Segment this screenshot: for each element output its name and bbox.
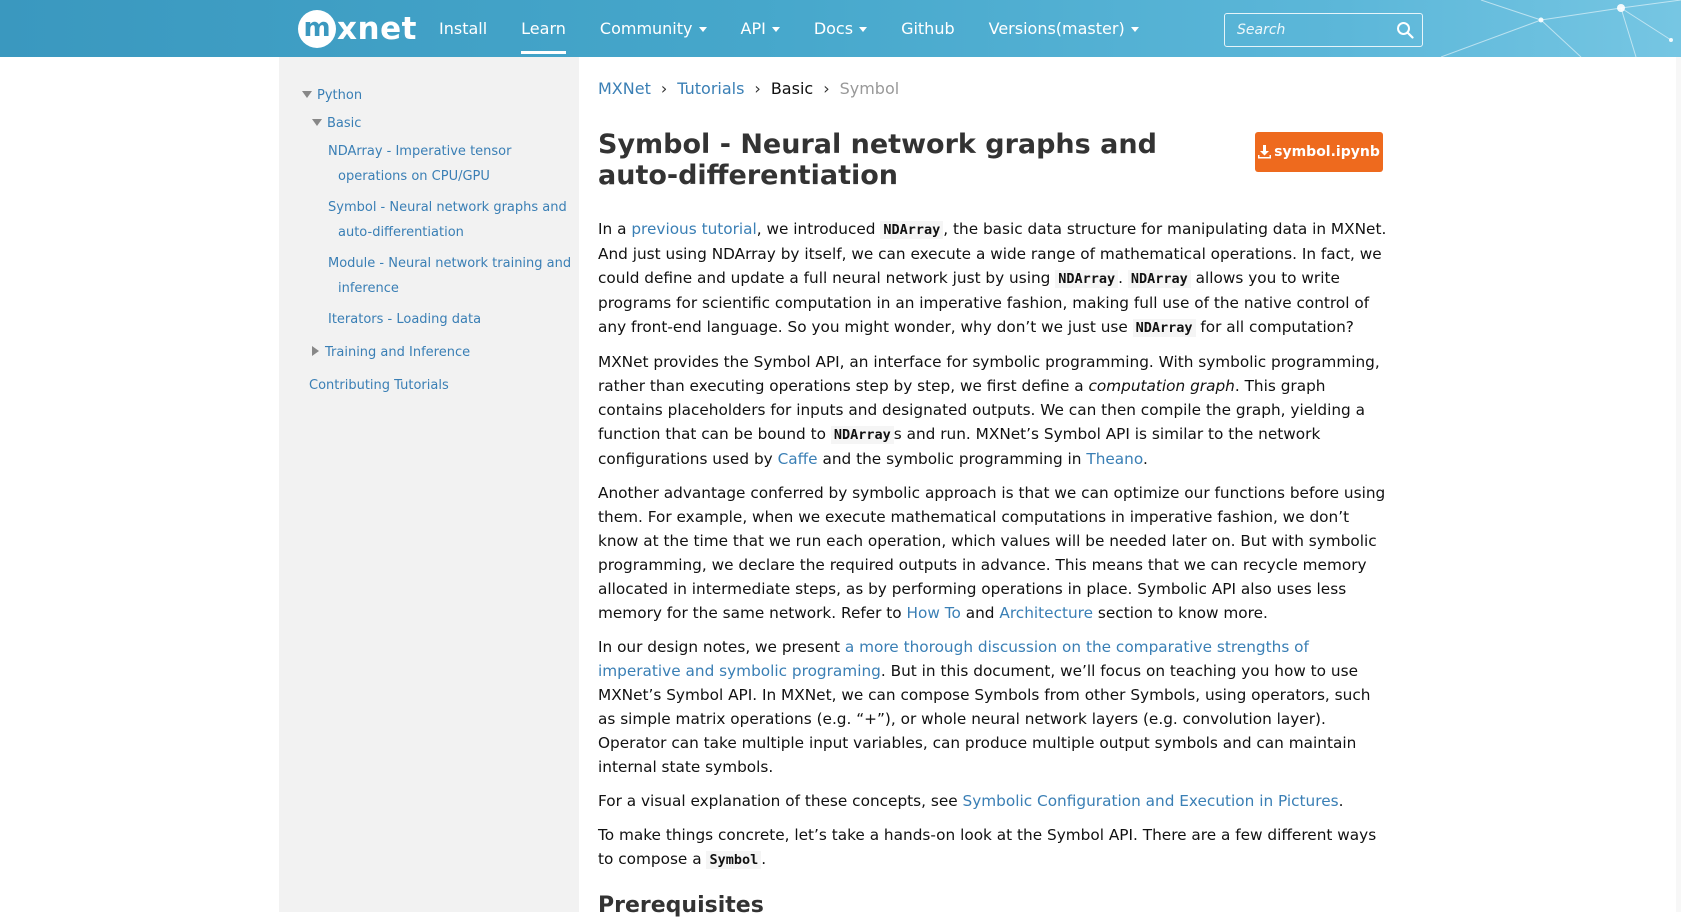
- inline-code: NDArray: [1133, 319, 1196, 337]
- chevron-down-icon: [772, 27, 780, 32]
- symbolic-config-link[interactable]: Symbolic Configuration and Execution in Pictures: [962, 792, 1339, 810]
- caret-down-icon: [302, 91, 312, 98]
- logo-wordmark: xnet: [337, 11, 417, 47]
- sidebar-item-label: Contributing Tutorials: [309, 378, 449, 393]
- sidebar-item-iterators[interactable]: [328, 307, 481, 332]
- download-icon: [1258, 145, 1271, 159]
- paragraph: [598, 823, 1388, 872]
- text-run: .: [1142, 450, 1148, 468]
- nav-community-label: Community: [599, 19, 693, 38]
- text-run: and: [960, 604, 1000, 622]
- search-icon[interactable]: [1396, 21, 1414, 39]
- page-title: Symbol - Neural network graphs and auto-differentiation: [598, 129, 1157, 191]
- sidebar: [279, 57, 579, 912]
- text-run: MXNet provides the Symbol API, an interface for symbolic programming. With symbolic programming, rather than executing operations step by step, we first define a: [598, 353, 1380, 395]
- main-nav: [422, 0, 1156, 57]
- chevron-down-icon: [859, 27, 867, 32]
- scrollbar-track[interactable]: [1676, 57, 1681, 912]
- text-run: To make things concrete, let’s take a hands-on look at the Symbol API. There are a few different ways to compose a: [598, 826, 1377, 868]
- sidebar-item-ndarray[interactable]: [328, 139, 511, 189]
- mxnet-logo[interactable]: [298, 8, 417, 50]
- article-body: [598, 217, 1388, 920]
- sidebar-item-training[interactable]: [312, 340, 470, 365]
- theano-link[interactable]: Theano: [1086, 450, 1143, 468]
- text-run: Another advantage conferred by symbolic approach is that we can optimize our functions before using them. For example, when we execute mathematical computations in imperative fashion, we don’t know at the time that we run each operation, which values will be needed later on. But with symbolic programming, we declare the required outputs in advance. This means that we can recycle memory allocated in intermediate steps, as by performing operations in place. Symbolic API also uses less memory for the same network. Refer to: [598, 484, 1386, 622]
- sidebar-item-label: Basic: [327, 116, 362, 131]
- chevron-right-icon: ›: [660, 79, 668, 98]
- text-run: for all computation?: [1195, 318, 1354, 336]
- download-notebook-button[interactable]: [1255, 132, 1383, 172]
- nav-api[interactable]: [724, 0, 797, 57]
- section-heading-prerequisites: Prerequisites: [598, 893, 764, 918]
- inline-code: NDArray: [880, 221, 943, 239]
- sidebar-item-label: NDArray - Imperative tensor: [328, 144, 512, 159]
- text-run: For a visual explanation of these concepts, see: [598, 792, 963, 810]
- sidebar-item-basic[interactable]: [312, 111, 361, 136]
- logo-badge: m: [298, 10, 336, 48]
- sidebar-item-label: auto-differentiation: [338, 225, 464, 240]
- inline-code: NDArray: [1128, 270, 1191, 288]
- top-navbar: [0, 0, 1681, 57]
- network-decoration-icon: [1421, 0, 1681, 57]
- text-run: s and run. MXNet’s Symbol API is similar to the network configurations used by: [598, 425, 1321, 468]
- text-run: , we introduced: [756, 220, 881, 238]
- sidebar-item-module[interactable]: [328, 251, 571, 301]
- chevron-right-icon: ›: [754, 79, 761, 98]
- inline-code: NDArray: [831, 426, 894, 444]
- text-run: . But in this document, we’ll focus on teaching you how to use MXNet’s Symbol API. In MXNet, we can compose Symbols from other Symbols, using operators, such as simple matrix operations (e.g. “+”), or whole neural network layers (e.g. convolution layer). Operator can take multiple input variables, can produce multiple output symbols and can maintain internal state symbols.: [598, 662, 1371, 776]
- breadcrumb-tutorials[interactable]: Tutorials: [677, 79, 745, 98]
- download-button-label: symbol.ipynb: [1274, 144, 1380, 160]
- chevron-right-icon: ›: [823, 79, 830, 98]
- chevron-down-icon: [699, 27, 707, 32]
- text-run: .: [1118, 269, 1128, 287]
- text-run: In a: [598, 220, 632, 238]
- chevron-down-icon: [1131, 27, 1139, 32]
- nav-install-label: Install: [439, 19, 488, 38]
- caffe-link[interactable]: Caffe: [777, 450, 818, 468]
- paragraph: [598, 635, 1388, 779]
- text-run: computation graph: [1088, 377, 1235, 395]
- breadcrumb-mxnet[interactable]: MXNet: [598, 79, 651, 98]
- sidebar-item-symbol[interactable]: [328, 195, 567, 245]
- nav-versions-label: Versions(master): [988, 19, 1125, 38]
- breadcrumb-current: Symbol: [839, 79, 900, 98]
- sidebar-item-contributing[interactable]: [309, 373, 449, 398]
- paragraph: [598, 217, 1388, 340]
- sidebar-item-label: inference: [338, 281, 399, 296]
- inline-code: Symbol: [706, 851, 761, 869]
- sidebar-item-label: Symbol - Neural network graphs and: [328, 200, 567, 215]
- text-run: .: [761, 850, 767, 868]
- nav-install[interactable]: [422, 0, 504, 57]
- sidebar-item-label: Python: [317, 88, 363, 103]
- paragraph: [598, 481, 1388, 625]
- paragraph: [598, 789, 1388, 813]
- search-input[interactable]: [1224, 13, 1423, 47]
- nav-docs-label: Docs: [813, 19, 854, 38]
- paragraph: [598, 350, 1388, 471]
- breadcrumb: [598, 79, 899, 98]
- text-run: allows you to write programs for scientific computation in an imperative fashion, making full use of the native control of any front-end language. So you might wonder, why don’t we just use: [598, 269, 1370, 336]
- text-run: In our design notes, we present: [598, 638, 845, 656]
- nav-github[interactable]: [884, 0, 972, 57]
- text-run: , the basic data structure for manipulating data in MXNet. And just using NDArray by itself, we can execute a wide range of mathematical operations. In fact, we could define and update a full neural network just by using: [598, 220, 1387, 287]
- sidebar-item-label: Training and Inference: [325, 345, 471, 360]
- breadcrumb-basic: Basic: [770, 79, 814, 98]
- sidebar-item-label: Iterators - Loading data: [328, 312, 482, 327]
- previous-tutorial-link[interactable]: previous tutorial: [631, 220, 757, 238]
- nav-learn[interactable]: [504, 0, 583, 57]
- architecture-link[interactable]: Architecture: [999, 604, 1094, 622]
- text-run: .: [1338, 792, 1344, 810]
- nav-docs[interactable]: [797, 0, 884, 57]
- nav-api-label: API: [740, 19, 766, 38]
- text-run: section to know more.: [1093, 604, 1268, 622]
- sidebar-item-label: Module - Neural network training and: [328, 256, 572, 271]
- how-to-link[interactable]: How To: [906, 604, 961, 622]
- nav-learn-label: Learn: [521, 19, 566, 38]
- text-run: and the symbolic programming in: [817, 450, 1087, 468]
- nav-github-label: Github: [901, 19, 955, 38]
- caret-right-icon: [312, 346, 319, 356]
- sidebar-item-label: operations on CPU/GPU: [338, 169, 490, 184]
- nav-community[interactable]: [583, 0, 724, 57]
- design-notes-link[interactable]: a more thorough discussion on the comparative strengths of imperative and symbolic programing: [598, 638, 1309, 680]
- caret-down-icon: [312, 119, 322, 126]
- inline-code: NDArray: [1055, 270, 1118, 288]
- sidebar-item-python[interactable]: [302, 83, 362, 108]
- nav-versions[interactable]: [972, 0, 1156, 57]
- text-run: . This graph contains placeholders for inputs and designated outputs. We can then compile the graph, yielding a function that can be bound to: [598, 377, 1365, 443]
